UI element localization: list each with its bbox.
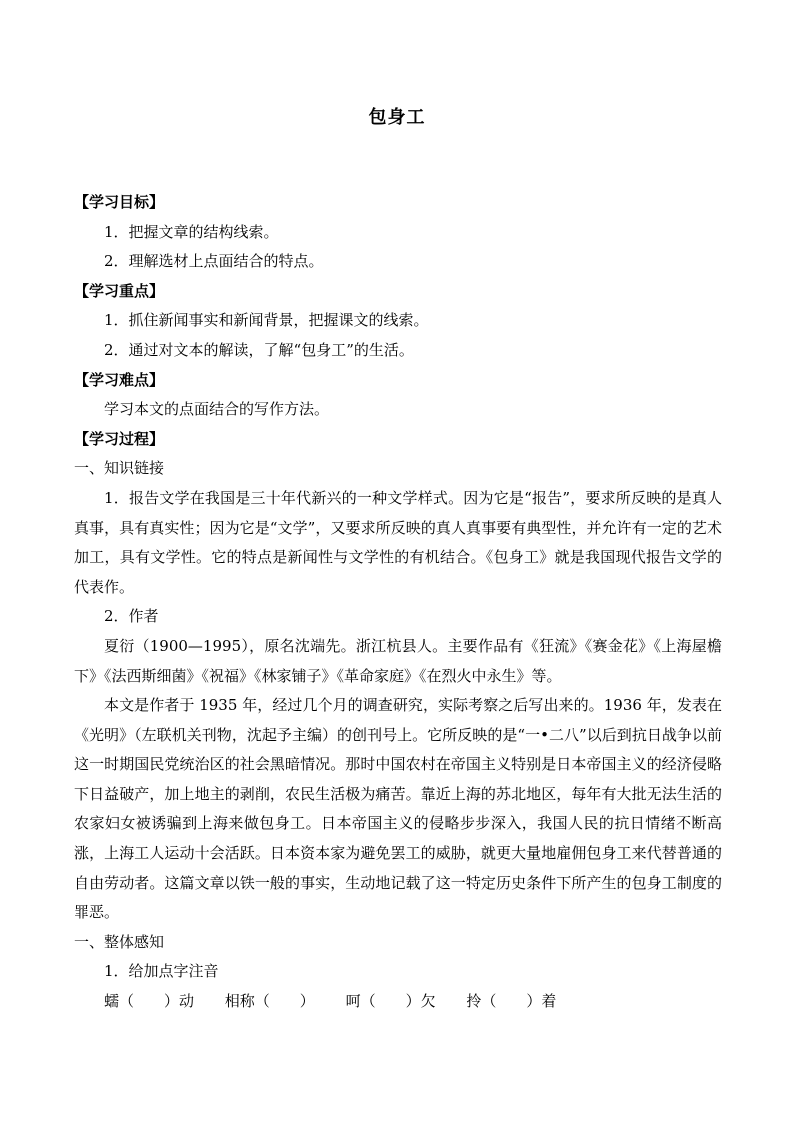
knowledge-link-title: 一、知识链接: [74, 459, 165, 478]
process-heading: 【学习过程】: [74, 429, 165, 448]
document-body: [74, 188, 722, 1017]
focus-item: 1．抓住新闻事实和新闻背景，把握课文的线索。: [104, 311, 429, 330]
focus-heading: 【学习重点】: [74, 281, 165, 300]
author-label: 2．作者: [104, 607, 159, 626]
pinyin-exercise-row: [74, 987, 722, 1017]
exercise-label: 1．给加点字注音: [104, 962, 219, 981]
goals-heading: 【学习目标】: [74, 193, 165, 211]
pinyin-item: 相称（ ）: [224, 992, 315, 1011]
page-title: 包身工: [368, 107, 426, 128]
author-paragraph: 夏衍（1900—1995），原名沈端先。浙江杭县人。主要作品有《狂流》《赛金花》《上海屋檐下》《法西斯细菌》《祝福》《林家铺子》《革命家庭》《在烈火中永生》等。: [74, 636, 722, 685]
reportage-paragraph: 1．报告文学在我国是三十年代新兴的一种文学样式。因为它是“报告”，要求所反映的是真人真事，具有真实性；因为它是“文学”，又要求所反映的真人真事要有典型性，并允许有一定的艺术加工，具有文学性。它的特点是新闻性与文学性的有机结合。《包身工》就是我国现代报告文学的代表作。: [74, 488, 722, 596]
pinyin-item: 蠕（ ）动: [104, 992, 195, 1011]
background-paragraph: 本文是作者于 1935 年，经过几个月的调查研究，实际考察之后写出来的。1936 年，发表在《光明》（左联机关刊物，沈起予主编）的创刊号上。它所反映的是“一•二八”以后到抗日战争以前这一时期国民党统治区的社会黑暗情况。那时中国农村在帝国主义特别是日本帝国主义的经济侵略下日益破产，加上地主的剥削，农民生活极为痛苦。靠近上海的苏北地区，每年有大批无法生活的农家妇女被诱骗到上海来做包身工。日本帝国主义的侵略步步深入，我国人民的抗日情绪不断高涨，上海工人运动十会活跃。日本资本家为避免罢工的威胁，就更大量地雇佣包身工来代替普通的自由劳动者。这篇文章以铁一般的事实，生动地记载了这一特定历史条件下所产生的包身工制度的罪恶。: [74, 696, 722, 922]
difficulty-text: 学习本文的点面结合的写作方法。: [104, 400, 330, 419]
pinyin-item: 拎（ ）着: [466, 992, 557, 1011]
overall-perception-title: 一、整体感知: [74, 932, 165, 951]
pinyin-item: 呵（ ）欠: [345, 992, 436, 1011]
goal-item: 2．理解选材上点面结合的特点。: [104, 252, 324, 271]
difficulty-heading: 【学习难点】: [74, 370, 165, 389]
goal-item: 1．把握文章的结构线索。: [104, 222, 279, 241]
focus-item: 2．通过对文本的解读，了解“包身工”的生活。: [104, 340, 414, 359]
